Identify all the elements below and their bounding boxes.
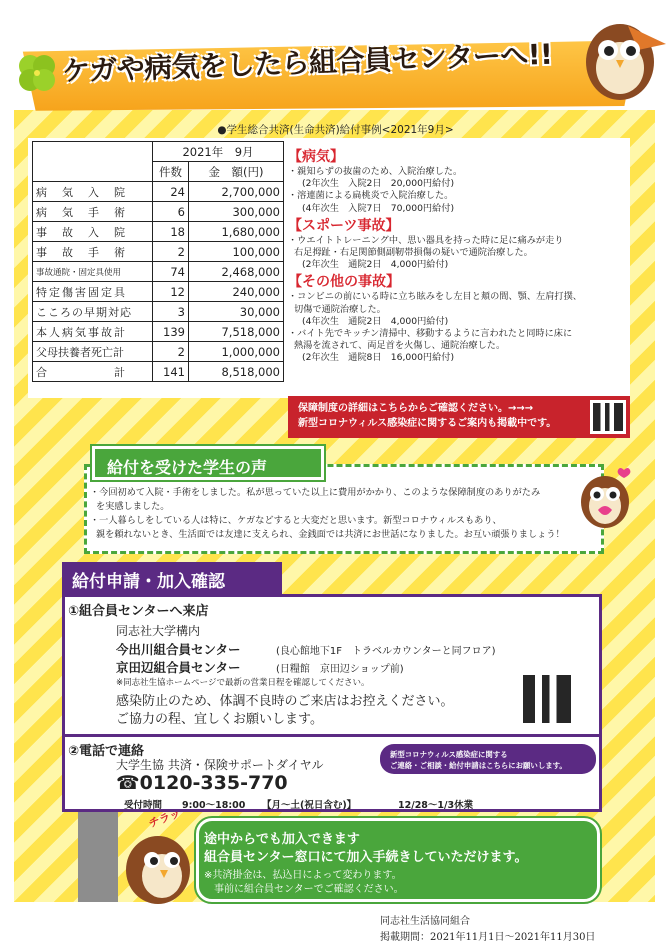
row-label: 事故通院・固定具使用 — [33, 262, 153, 282]
center1-location: (良心館地下1F トラベルカウンターと同フロア) — [276, 646, 496, 657]
center2-location: (日糧館 京田辺ショップ前) — [276, 664, 404, 675]
pill-line: ご連絡・ご相談・給付申請はこちらにお願いします。 — [390, 761, 567, 770]
case-detail: (4年次生 入院7日 70,000円給付) — [302, 202, 455, 214]
table-row — [33, 302, 284, 322]
schedule-note: ※同志社生協ホームページで最新の営業日程を確認してください。 — [116, 678, 370, 688]
hours-label: 受付時間 — [124, 800, 163, 811]
row-amount: 2,700,000 — [189, 182, 284, 202]
row-amount: 1,680,000 — [189, 222, 284, 242]
owl-speech: チラッ — [146, 806, 183, 831]
row-label: 特定傷害固定具 — [33, 282, 153, 302]
campus-label: 同志社大学構内 — [116, 624, 201, 638]
payment-table — [32, 141, 284, 382]
table-row — [33, 202, 284, 222]
case-detail: (2年次生 入院2日 20,000円給付) — [302, 178, 455, 190]
table-corner-cell — [33, 142, 153, 182]
table-row — [33, 182, 284, 202]
clover-icon — [12, 48, 62, 98]
cooperation-message: ご協力の程、宜しくお願いします。 — [116, 712, 323, 727]
row-label: こころの早期対応 — [33, 302, 153, 322]
row-label: 病 気 入 院 — [33, 182, 153, 202]
table-total-row — [33, 362, 284, 382]
row-label: 本人病気事故計 — [33, 322, 153, 342]
voice-line: 親を頼れないとき、生活面では友達に支えられ、金銭面では共済にお世話になりました。お互い頑張りましょう！ — [96, 529, 565, 540]
support-dial-name: 大学生協 共済・保険サポートダイヤル — [116, 758, 324, 772]
apply-title: 給付申請・加入確認 — [62, 562, 282, 594]
case-detail: (4年次生 通院2日 4,000円給付) — [302, 315, 449, 327]
join-note1: ※共済掛金は、払込日によって変わります。 — [204, 870, 402, 881]
case-detail: (2年次生 通院8日 16,000円給付) — [302, 352, 455, 364]
footer-org: 同志社生活協同組合 — [380, 916, 470, 927]
table-header-row — [33, 142, 284, 162]
student-voice-text — [90, 486, 595, 542]
holiday-note: 12/28～1/3休業 — [398, 800, 474, 811]
row-label: 事 故 入 院 — [33, 222, 153, 242]
row-label: 事 故 手 術 — [33, 242, 153, 262]
case-detail: (2年次生 通院2日 4,000円給付) — [302, 259, 449, 271]
table-caption: ●学生総合共済(生命共済)給付事例<2021年9月> — [217, 124, 454, 136]
coverage-info-banner[interactable] — [288, 396, 630, 438]
row-count: 2 — [153, 242, 189, 262]
case-text: 右足拇趾・右足関節側副靭帯損傷の疑いで通院治療した。 — [294, 247, 533, 259]
row-amount: 30,000 — [189, 302, 284, 322]
voice-line: を実感しました。 — [96, 501, 170, 512]
case-text: ・コンビニの前にいる時に立ち眩みをし左目と頬の間、顎、左肩打撲、 — [288, 291, 582, 303]
case-text: 切傷で通院治療した。 — [294, 303, 386, 315]
row-count: 3 — [153, 302, 189, 322]
row-count: 2 — [153, 342, 189, 362]
page-title: ケガや病気をしたら組合員センターへ!! — [61, 37, 553, 88]
table-row — [33, 242, 284, 262]
covid-contact-pill — [380, 744, 596, 774]
row-label: 合 計 — [33, 362, 153, 382]
infection-message: 感染防止のため、体調不良時のご来店はお控えください。 — [116, 694, 454, 709]
voice-line: ・一人暮らしをしている人は特に、ケガなどすると大変だと思います。新型コロナウィルスもあり、 — [90, 515, 502, 526]
hours-value: 9:00～18:00 — [182, 800, 246, 811]
voice-line: ・今回初めて入院・手術をしました。私が思っていた以上に費用がかかり、このような保障制度のありがたみ — [90, 487, 541, 498]
phone-number[interactable]: ☎0120-335-770 — [116, 772, 288, 794]
row-amount: 100,000 — [189, 242, 284, 262]
owl-heart-icon — [574, 464, 636, 530]
hours-days: 【月～土(祝日含む)】 — [262, 800, 357, 811]
row-count: 74 — [153, 262, 189, 282]
case-text: ・親知らずの抜歯のため、入院治療した。 — [288, 166, 463, 177]
col-amount-header: 金 額(円) — [189, 162, 284, 182]
student-voice-title: 給付を受けた学生の声 — [92, 446, 324, 480]
qr-code-icon[interactable] — [590, 400, 626, 434]
info-line: 新型コロナウィルス感染症に関するご案内も掲載中です。 — [298, 418, 557, 429]
table-row — [33, 342, 284, 362]
case-text: ・ウエイトトレーニング中、思い器具を持った時に足に痛みが走り — [288, 234, 564, 246]
join-note2: 事前に組合員センターでご確認ください。 — [214, 884, 404, 895]
join-line1: 途中からでも加入できます — [204, 832, 360, 847]
table-period-header: 2021年 9月 — [153, 142, 284, 162]
row-count: 141 — [153, 362, 189, 382]
info-line: 保障制度の詳細はこちらからご確認ください。→→→ — [298, 403, 534, 414]
qr-code-icon[interactable] — [520, 672, 574, 726]
row-count: 18 — [153, 222, 189, 242]
row-amount: 2,468,000 — [189, 262, 284, 282]
row-amount: 1,000,000 — [189, 342, 284, 362]
row-count: 12 — [153, 282, 189, 302]
sports-heading: 【スポーツ事故】 — [288, 217, 400, 234]
row-amount: 8,518,000 — [189, 362, 284, 382]
table-row — [33, 282, 284, 302]
row-amount: 240,000 — [189, 282, 284, 302]
table-row — [33, 222, 284, 242]
row-count: 6 — [153, 202, 189, 222]
col-count-header: 件数 — [153, 162, 189, 182]
illness-heading: 【病気】 — [288, 149, 344, 165]
section1-heading: ①組合員センターへ来店 — [68, 604, 209, 619]
apply-divider — [62, 734, 602, 737]
center2-name: 京田辺組合員センター — [116, 660, 241, 675]
join-line2: 組合員センター窓口にて加入手続きしていただけます。 — [204, 850, 528, 865]
case-text: ・溶連菌による扁桃炎で入院治療した。 — [288, 190, 454, 202]
owl-mascot-icon — [578, 6, 668, 106]
row-amount: 7,518,000 — [189, 322, 284, 342]
peeking-owl-icon — [112, 820, 198, 904]
table-row — [33, 262, 284, 282]
row-count: 24 — [153, 182, 189, 202]
table-row — [33, 322, 284, 342]
case-text: 熱湯を流されて、両足首を火傷し、通院治療した。 — [294, 340, 506, 352]
section2-heading: ②電話で連絡 — [68, 744, 145, 759]
row-amount: 300,000 — [189, 202, 284, 222]
row-label: 父母扶養者死亡計 — [33, 342, 153, 362]
footer-period: 掲載期間：2021年11月1日～2021年11月30日 — [380, 932, 596, 943]
row-label: 病 気 手 術 — [33, 202, 153, 222]
other-heading: 【その他の事故】 — [288, 274, 400, 291]
case-text: ・バイト先でキッチン清掃中、移動するように言われたと同時に床に — [288, 328, 573, 340]
case-examples — [288, 146, 628, 365]
center1-name: 今出川組合員センター — [116, 642, 241, 657]
pill-line: 新型コロナウィルス感染症に関する — [390, 750, 508, 759]
row-count: 139 — [153, 322, 189, 342]
